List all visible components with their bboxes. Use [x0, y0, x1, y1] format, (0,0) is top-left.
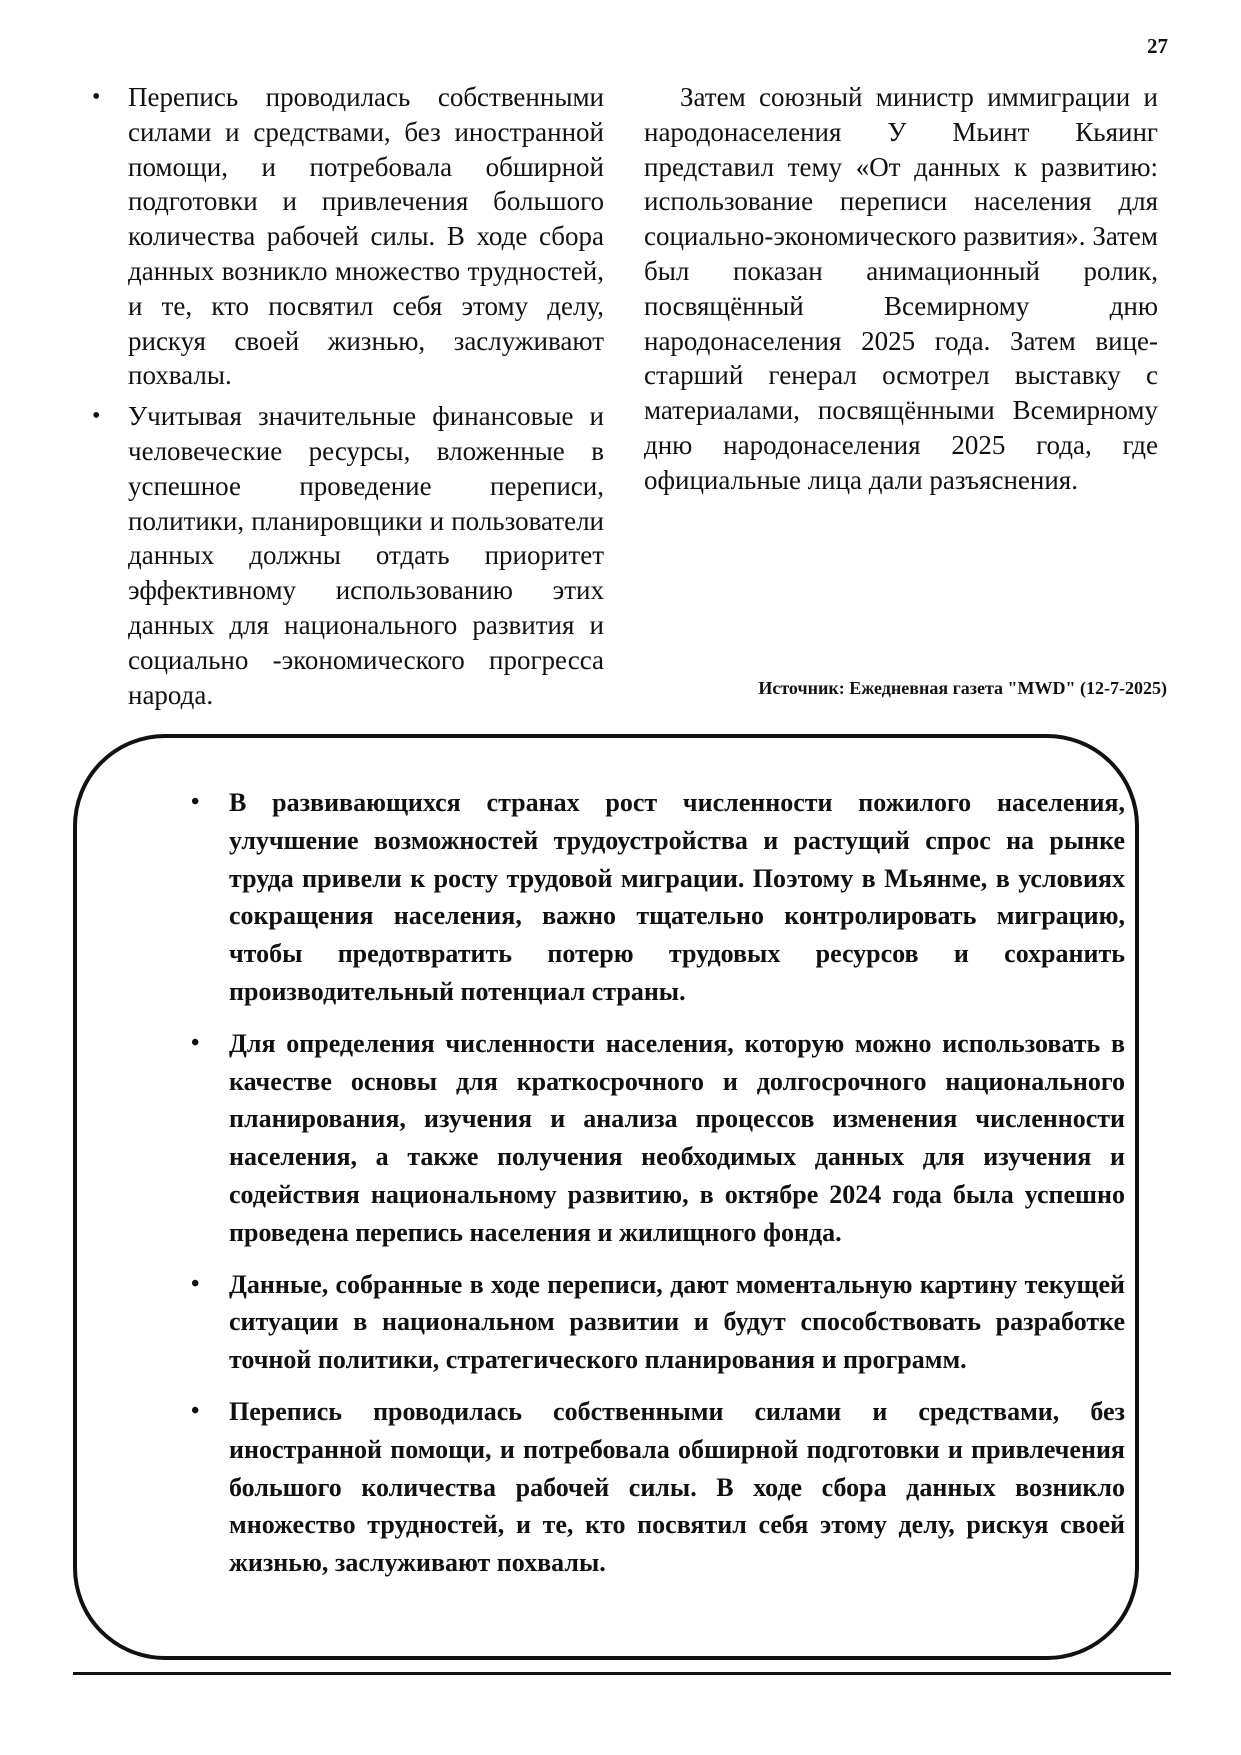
list-item: • Перепись проводилась собственными силами и средствами, без иностранной помощи, и потребовала обширной подготовки и привлечения большого количества рабочей силы. В ходе сбора данных возникло множество трудностей, и те, кто посвятил себя этому делу, рискуя своей жизнью, заслуживают похвалы. — [128, 80, 604, 393]
list-item: • В развивающихся странах рост численности пожилого населения, улучшение возможностей трудоустройства и растущий спрос на рынке труда привели к росту трудовой миграции. Поэтому в Мьянме, в условиях сокращения населения, важно тщательно контролировать миграцию, чтобы предотвратить потерю трудовых ресурсов и сохранить производительный потенциал страны. — [229, 784, 1125, 1011]
list-item: • Для определения численности населения, которую можно использовать в качестве основы для краткосрочного и долгосрочного национального планирования, изучения и анализа процессов изменения численности населения, а также получения необходимых данных для изучения и содействия национальному развитию, в октябре 2024 года была успешно проведена перепись населения и жилищного фонда. — [229, 1025, 1125, 1252]
list-item: • Данные, собранные в ходе переписи, дают моментальную картину текущей ситуации в национальном развитии и будут способствовать разработке точной политики, стратегического планирования и программ. — [229, 1266, 1125, 1379]
highlight-box — [73, 734, 1139, 1660]
page-number: 27 — [1147, 34, 1168, 58]
body-paragraph: Затем союзный министр иммиграции и народонаселения У Мьинт Кьяинг представил тему «От данных к развитию: использование переписи населения для социально-экономического развития». Затем был показан анимационный ролик, посвящённый Всемирному дню народонаселения 2025 года. Затем вице-старший генерал осмотрел выставку с материалами, посвящёнными Всемирному дню народонаселения 2025 года, где официальные лица дали разъяснения. — [644, 82, 1158, 495]
left-column — [90, 80, 604, 718]
list-item: • Учитывая значительные финансовые и человеческие ресурсы, вложенные в успешное проведение переписи, политики, планировщики и пользователи данных должны отдать приоритет эффективному использованию этих данных для национального развития и социально -экономического прогресса народа. — [128, 399, 604, 712]
bottom-divider — [73, 1672, 1171, 1675]
list-item: • Перепись проводилась собственными силами и средствами, без иностранной помощи, и потребовала обширной подготовки и привлечения большого количества рабочей силы. В ходе сбора данных возникло множество трудностей, и те, кто посвятил себя этому делу, рискуя своей жизнью, заслуживают похвалы. — [229, 1393, 1125, 1582]
source-citation: Источник: Ежедневная газета "MWD" (12-7-2025) — [758, 678, 1167, 698]
right-column — [644, 80, 1158, 498]
highlight-bullet-list — [157, 784, 1125, 1596]
left-bullet-list — [90, 80, 604, 712]
